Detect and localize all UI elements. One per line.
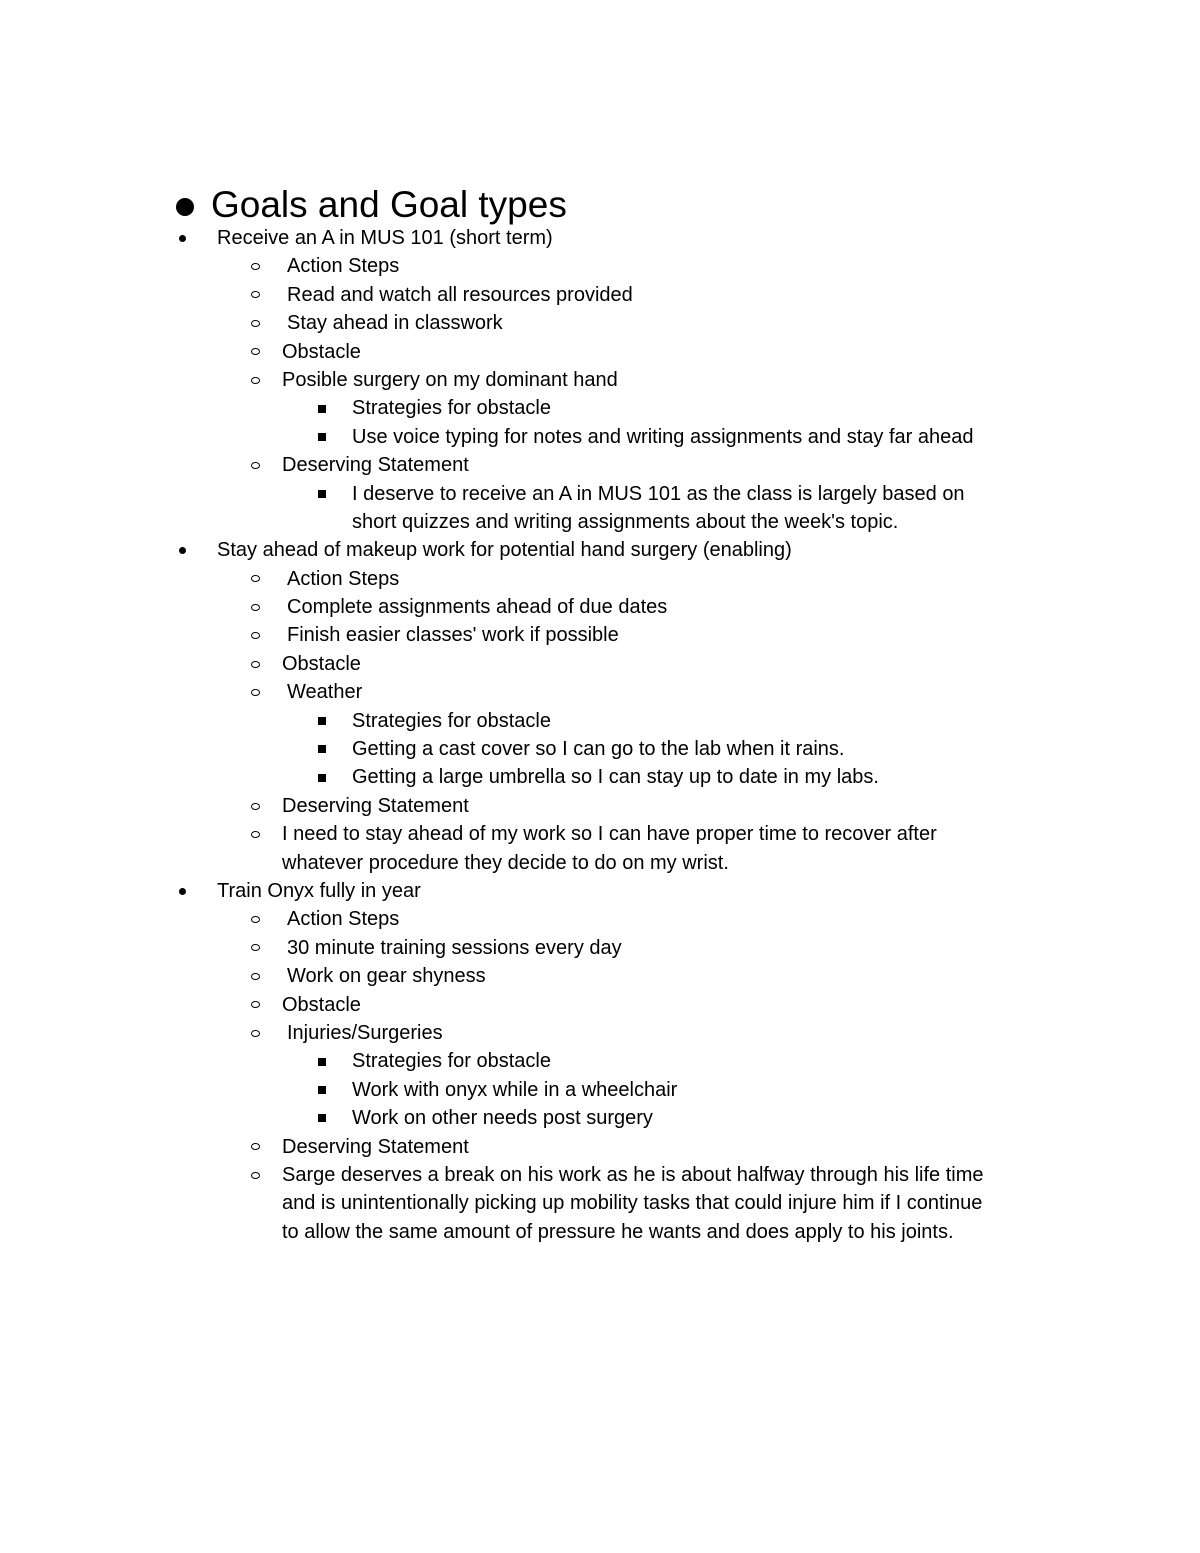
list-item-text: Complete assignments ahead of due dates <box>287 596 668 619</box>
bullet-circle-icon <box>248 962 262 990</box>
bullet-circle-icon <box>248 621 262 649</box>
bullet-circle-icon <box>248 338 262 366</box>
list-item-text: Deserving Statement <box>282 454 469 477</box>
list-item <box>0 309 1200 337</box>
list-item <box>0 962 1200 990</box>
bullet-square-icon <box>316 763 328 791</box>
list-item-text: Injuries/Surgeries <box>287 1021 443 1044</box>
list-item <box>0 1133 1200 1161</box>
list-item-text: Work with onyx while in a wheelchair <box>352 1078 678 1101</box>
bullet-circle-icon <box>248 309 262 337</box>
list-item <box>0 1189 1200 1217</box>
bullet-disc-icon <box>176 198 194 216</box>
list-item <box>0 338 1200 366</box>
list-item-text: Work on other needs post surgery <box>352 1107 653 1130</box>
list-item <box>0 394 1200 422</box>
goal-label: Stay ahead of makeup work for potential hand surgery (enabling) <box>217 539 792 562</box>
list-item-text: Strategies for obstacle <box>352 397 551 420</box>
list-item <box>0 593 1200 621</box>
list-item-text: Action Steps <box>287 567 400 590</box>
list-item-text: I need to stay ahead of my work so I can have proper time to recover after <box>282 823 937 846</box>
list-item-text: Finish easier classes' work if possible <box>287 624 619 647</box>
bullet-circle-icon <box>248 1161 262 1189</box>
bullet-square-icon <box>316 423 328 451</box>
list-item <box>0 678 1200 706</box>
list-item <box>0 1161 1200 1189</box>
list-item <box>0 735 1200 763</box>
bullet-square-icon <box>316 707 328 735</box>
bullet-circle-icon <box>248 792 262 820</box>
list-item-text: to allow the same amount of pressure he wants and does apply to his joints. <box>282 1220 954 1243</box>
list-item-text: Strategies for obstacle <box>352 709 551 732</box>
list-item <box>0 849 1200 877</box>
list-item-text: Obstacle <box>282 993 361 1016</box>
bullet-circle-icon <box>248 934 262 962</box>
list-item-text: Action Steps <box>287 255 400 278</box>
bullet-circle-icon <box>248 991 262 1019</box>
bullet-square-icon <box>316 480 328 508</box>
bullet-disc-icon <box>176 224 188 252</box>
bullet-circle-icon <box>248 905 262 933</box>
list-item-text: Deserving Statement <box>282 794 469 817</box>
list-item-text: Use voice typing for notes and writing assignments and stay far ahead <box>352 425 974 448</box>
bullet-square-icon <box>316 1076 328 1104</box>
bullet-square-icon <box>316 1047 328 1075</box>
bullet-circle-icon <box>248 650 262 678</box>
list-item-text: Obstacle <box>282 340 361 363</box>
bullet-circle-icon <box>248 366 262 394</box>
goal-label: Receive an A in MUS 101 (short term) <box>217 227 553 249</box>
list-item-text: Obstacle <box>282 652 361 675</box>
list-item-text: Strategies for obstacle <box>352 1050 551 1073</box>
list-item-text: I deserve to receive an A in MUS 101 as the class is largely based on <box>352 482 965 505</box>
list-item <box>0 905 1200 933</box>
bullet-disc-icon <box>176 877 188 905</box>
list-item <box>0 451 1200 479</box>
list-item <box>0 1218 1200 1246</box>
list-item-text: short quizzes and writing assignments about the week's topic. <box>352 510 899 533</box>
bullet-circle-icon <box>248 252 262 280</box>
list-item <box>0 423 1200 451</box>
heading-row <box>176 182 567 228</box>
list-item <box>0 366 1200 394</box>
page-title: Goals and Goal types <box>211 184 567 225</box>
list-item-text: Posible surgery on my dominant hand <box>282 368 618 391</box>
list-item <box>0 991 1200 1019</box>
bullet-square-icon <box>316 735 328 763</box>
list-item-text: 30 minute training sessions every day <box>287 936 622 959</box>
list-item <box>0 820 1200 848</box>
goal-list <box>0 224 1200 1246</box>
list-item-text: Sarge deserves a break on his work as he is about halfway through his life time <box>282 1163 984 1186</box>
list-item <box>0 1019 1200 1047</box>
list-item <box>0 621 1200 649</box>
list-item-text: whatever procedure they decide to do on my wrist. <box>282 851 729 874</box>
bullet-circle-icon <box>248 1019 262 1047</box>
list-item-text: Work on gear shyness <box>287 965 486 988</box>
bullet-disc-icon <box>176 536 188 564</box>
list-item <box>0 1047 1200 1075</box>
goal-item <box>0 877 1200 905</box>
list-item-text: Getting a large umbrella so I can stay up to date in my labs. <box>352 766 879 789</box>
goal-label: Train Onyx fully in year <box>217 879 421 902</box>
bullet-square-icon <box>316 394 328 422</box>
list-item-text: Weather <box>287 681 363 704</box>
list-item <box>0 281 1200 309</box>
list-item <box>0 1076 1200 1104</box>
bullet-circle-icon <box>248 451 262 479</box>
list-item <box>0 565 1200 593</box>
bullet-circle-icon <box>248 565 262 593</box>
list-item <box>0 707 1200 735</box>
list-item <box>0 763 1200 791</box>
bullet-circle-icon <box>248 820 262 848</box>
list-item <box>0 508 1200 536</box>
list-item <box>0 252 1200 280</box>
goal-item <box>0 536 1200 564</box>
list-item-text: Deserving Statement <box>282 1135 469 1158</box>
bullet-circle-icon <box>248 678 262 706</box>
list-item <box>0 934 1200 962</box>
bullet-circle-icon <box>248 593 262 621</box>
goal-item <box>0 224 1200 252</box>
list-item <box>0 1104 1200 1132</box>
bullet-circle-icon <box>248 281 262 309</box>
list-item-text: Action Steps <box>287 908 400 931</box>
bullet-square-icon <box>316 1104 328 1132</box>
list-item <box>0 792 1200 820</box>
list-item-text: Stay ahead in classwork <box>287 312 503 335</box>
list-item-text: Getting a cast cover so I can go to the lab when it rains. <box>352 738 845 761</box>
list-item <box>0 480 1200 508</box>
list-item-text: Read and watch all resources provided <box>287 283 633 306</box>
bullet-circle-icon <box>248 1133 262 1161</box>
list-item-text: and is unintentionally picking up mobility tasks that could injure him if I continue <box>282 1192 983 1215</box>
list-item <box>0 650 1200 678</box>
